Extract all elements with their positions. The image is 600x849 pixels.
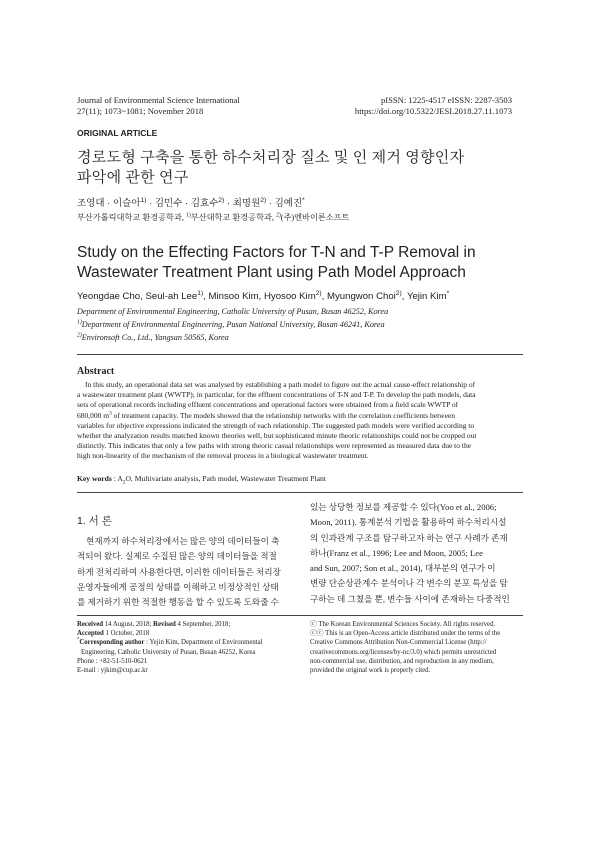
affiliation-en-2 bbox=[77, 319, 385, 332]
title-en-line2: Wastewater Treatment Plant using Path Model Approach bbox=[77, 264, 466, 281]
corr-label: Corresponding author bbox=[79, 639, 145, 647]
affil-ko-sup: 2) bbox=[275, 212, 281, 219]
body-line: 변량 단순상관계수 분석이나 각 변수의 분포 특성을 탐 bbox=[310, 578, 508, 589]
revised-label: Revised bbox=[153, 621, 176, 628]
body-line: and Sun, 2007; Son et al., 2014), 대부분의 연구가 이 bbox=[310, 563, 496, 574]
author-en-sup: 1) bbox=[197, 289, 204, 297]
capacity-sup: 3 bbox=[109, 410, 112, 417]
keywords-text: O, Multivariate analysis, Path model, Wastewater Treatment Plant bbox=[125, 474, 326, 483]
title-en-line1: Study on the Effecting Factors for T-N and T-P Removal in bbox=[77, 244, 476, 261]
abstract-line: In this study, an operational data set was analysed by establishing a path model to figure out the actual cause-effect relationship of bbox=[85, 380, 476, 389]
affiliation-en-3 bbox=[77, 332, 229, 345]
keywords-pre: A bbox=[117, 474, 123, 483]
author-ko-sup: 2) bbox=[260, 196, 267, 204]
divider bbox=[77, 615, 523, 616]
abstract-line bbox=[77, 411, 523, 421]
authors-ko bbox=[77, 197, 305, 210]
received-label: Received bbox=[77, 621, 104, 628]
accepted-date: 1 October, 2018 bbox=[103, 630, 150, 638]
revised-date: 4 September, 2018; bbox=[175, 621, 231, 628]
license-line: non-commercial use, distribution, and reproduction in any medium, bbox=[310, 657, 494, 665]
body-left-column bbox=[77, 534, 293, 610]
section-heading: 1. 서 론 bbox=[77, 515, 112, 527]
abstract-line: sets of operational records including effluent concentrations and operational factors were obtained from a field scale WWTP of bbox=[77, 400, 459, 410]
author-en-text: , Myungwon Choi bbox=[321, 291, 396, 302]
corr-text: : Yejin Kim, Department of Environmental bbox=[144, 639, 263, 647]
keywords-label: Key words bbox=[77, 474, 112, 483]
affil-en-sup: 1) bbox=[77, 319, 82, 326]
corresponding-author bbox=[77, 638, 297, 647]
divider bbox=[77, 354, 523, 355]
author-ko-text: 조영대 · 이슬아 bbox=[77, 198, 141, 209]
article-type: ORIGINAL ARTICLE bbox=[77, 128, 158, 138]
affil-ko-text: 부산대학교 환경공학과, bbox=[190, 213, 276, 222]
doi-link[interactable]: https://doi.org/10.5322/JESI.2018.27.11.1073 bbox=[354, 106, 512, 116]
body-right-column bbox=[310, 500, 526, 607]
author-en-sup: 2) bbox=[395, 289, 402, 297]
affil-ko-text: (주)엔바이론소프트 bbox=[280, 213, 350, 222]
author-ko-text: · 김민수 · 김효수 bbox=[146, 198, 219, 209]
body-line: Moon, 2011). 통계분석 기법을 활용하여 하수처리시설 bbox=[310, 517, 507, 528]
issn: pISSN: 1225-4517 eISSN: 2287-3503 bbox=[380, 95, 512, 105]
capacity-value: 680,000 m bbox=[77, 410, 110, 420]
affil-en-text: Department of Environmental Engineering, Pusan National University, Busan 46241, Korea bbox=[81, 320, 385, 329]
affil-en-text: Environsoft Co., Ltd., Yangsan 50565, Korea bbox=[81, 333, 229, 342]
abstract-heading: Abstract bbox=[77, 366, 115, 377]
author-en-text: , Minsoo Kim, Hyosoo Kim bbox=[203, 291, 316, 302]
abstract-line: distinctly. This indicates that only a few paths with strong theoric casual relationships were represented as measured data due to the bbox=[77, 441, 472, 451]
license-line: ⓒⓒ This is an Open-Access article distributed under the terms of the bbox=[310, 630, 501, 638]
corr-affiliation: Engineering, Catholic University of Pusan, Busan 46252, Korea bbox=[81, 648, 256, 656]
body-line: 구하는 데 그쳤을 뿐, 변수들 사이에 존재하는 다중적인 bbox=[310, 593, 510, 604]
body-line: 하나(Franz et al., 1996; Lee and Moon, 2005; Lee bbox=[310, 547, 483, 558]
keywords bbox=[77, 474, 326, 486]
license-line: creativecommons.org/licenses/by-nc/3.0) which permits unrestricted bbox=[310, 648, 497, 656]
license-line: Creative Commons Attribution Non-Commercial License (http:// bbox=[310, 639, 487, 647]
abstract-line: high non-linearity of the mechanism of the removal process in a biological wastewater treatment. bbox=[77, 451, 369, 461]
phone: Phone : +82-51-510-0621 bbox=[77, 657, 148, 665]
author-en-sup: 2) bbox=[315, 289, 322, 297]
author-ko-text: · 김예진 bbox=[266, 198, 303, 209]
body-line: 하게 전처리하여 사용한다면, 이러한 데이터들은 처리장 bbox=[77, 566, 281, 577]
body-line: 의 인과관계 구조를 탐구하고자 하는 연구 사례가 존재 bbox=[310, 532, 508, 543]
dates-line bbox=[77, 620, 297, 629]
body-line: 있는 상당한 정보를 제공할 수 있다(Yoo et al., 2006; bbox=[310, 502, 497, 512]
body-line: 를 제거하기 위한 적절한 행동을 할 수 있도록 도와줄 수 bbox=[77, 597, 279, 608]
keywords-sep: : bbox=[111, 474, 118, 483]
abstract-line: whether the analyzation results matched known theories well, but sophisticated minute theoric relationships could not be cropped out bbox=[77, 431, 477, 441]
abstract-line-text: of treatment capacity. The models showed that the relationship networks with the correlation coefficients between bbox=[113, 410, 456, 420]
copyright-block bbox=[310, 620, 525, 675]
author-en-text: , Yejin Kim bbox=[401, 291, 447, 302]
author-en-text: Yeongdae Cho, Seul-ah Lee bbox=[77, 291, 198, 302]
authors-en bbox=[77, 290, 449, 303]
journal-name: Journal of Environmental Science International bbox=[77, 95, 240, 105]
abstract-body bbox=[77, 380, 523, 462]
affil-ko-text: 부산가톨릭대학교 환경공학과, bbox=[77, 213, 186, 222]
received-date: 14 August, 2018; bbox=[103, 621, 154, 628]
body-line: 현재까지 하수처리장에서는 많은 양의 데이터들이 축 bbox=[86, 536, 280, 546]
title-ko-line2: 파악에 관한 연구 bbox=[77, 170, 189, 186]
accepted-label: Accepted bbox=[77, 630, 104, 638]
email[interactable]: E-mail : yjkim@cup.ac.kr bbox=[77, 667, 148, 675]
journal-issue: 27(11); 1073~1081; November 2018 bbox=[77, 106, 204, 116]
keywords-sub: 2 bbox=[122, 479, 126, 486]
corr-mark: * bbox=[77, 638, 80, 644]
affil-ko-sup: 1) bbox=[185, 212, 191, 219]
affiliations-ko bbox=[77, 212, 350, 224]
divider bbox=[77, 492, 523, 493]
affiliation-en-1: Department of Environmental Engineering, Catholic University of Pusan, Busan 46252, Korea bbox=[77, 307, 389, 316]
license-line: provided the original work is properly cited. bbox=[310, 667, 431, 675]
copyright: ⓒ The Korean Environmental Sciences Society. All rights reserved. bbox=[310, 621, 496, 628]
author-ko-sup: 1) bbox=[140, 196, 147, 204]
author-ko-sup: 2) bbox=[218, 196, 225, 204]
author-ko-sup: * bbox=[302, 196, 305, 204]
abstract-line: variables for objective expressions indicated the strength of each relationship. The suggested path models were verified according to bbox=[77, 420, 475, 430]
affil-en-sup: 2) bbox=[77, 332, 82, 339]
article-history bbox=[77, 620, 297, 675]
accepted-line bbox=[77, 629, 297, 638]
abstract-line: a wastewater treatment plant (WWTP); in particular, for the effluent concentrations of T-N and T-P. To develop the path models, data bbox=[77, 390, 476, 400]
author-ko-text: · 최명원 bbox=[224, 198, 261, 209]
body-line: 적되어 왔다. 실제로 수집된 많은 양의 데이터들을 적절 bbox=[77, 551, 277, 562]
author-en-sup: * bbox=[446, 289, 450, 297]
title-ko-line1: 경로도형 구축을 통한 하수처리장 질소 및 인 제거 영향인자 bbox=[77, 150, 465, 166]
body-line: 운영자들에게 공정의 상태를 이해하고 비정상적인 상태 bbox=[77, 581, 279, 592]
